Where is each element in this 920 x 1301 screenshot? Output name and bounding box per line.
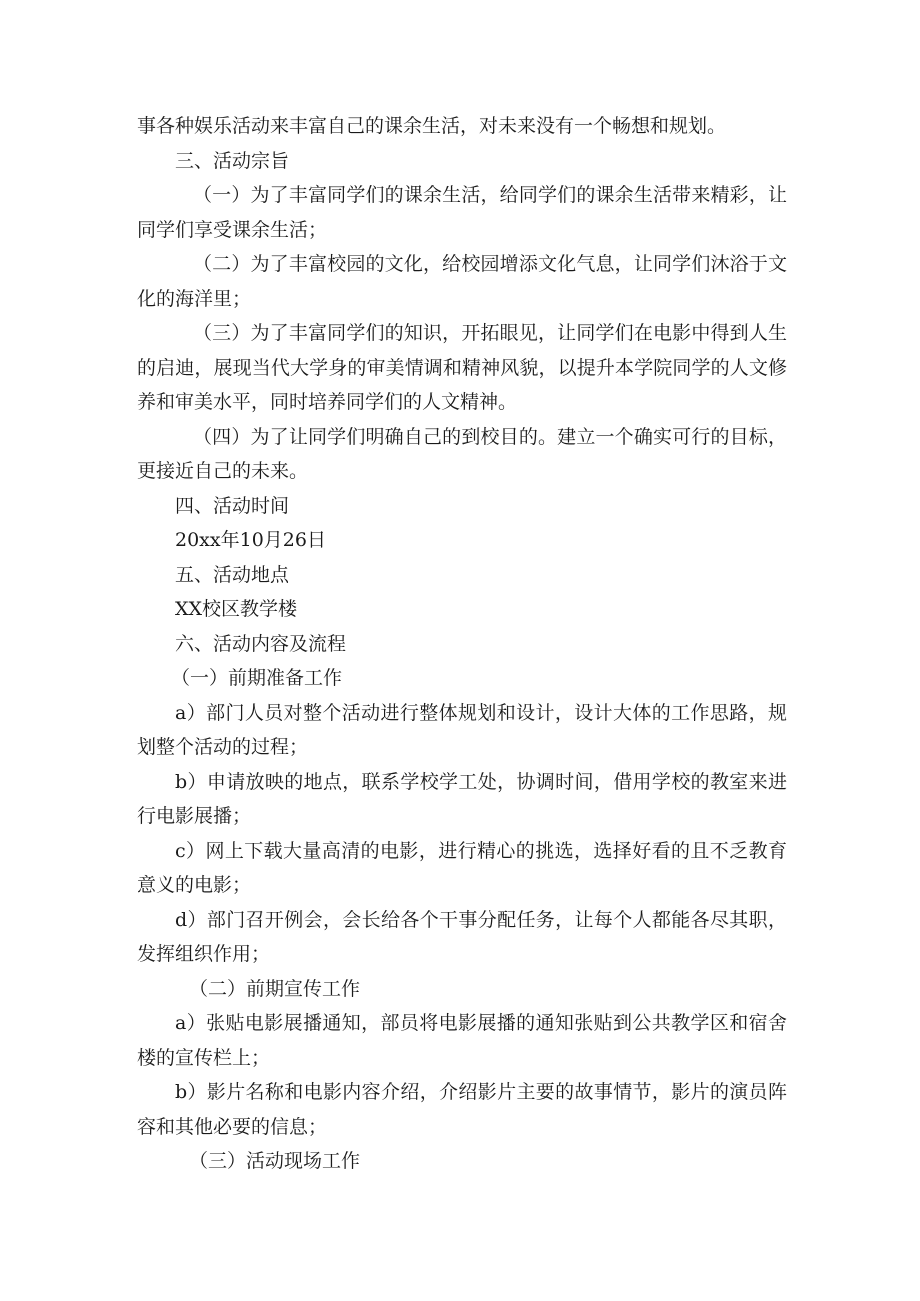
document-body	[137, 109, 787, 1179]
list-item: d）部门召开例会，会长给各个干事分配任务，让每个人都能各尽其职，发挥组织作用；	[137, 908, 787, 965]
activity-date: 20xx年10月26日	[175, 529, 326, 551]
paragraph: （四）为了让同学们明确自己的到校目的。建立一个确实可行的目标，更接近自己的未来。	[137, 425, 787, 482]
section-heading-purpose: 三、活动宗旨	[175, 149, 290, 172]
activity-location: XX校区教学楼	[175, 598, 298, 620]
list-item: c）网上下载大量高清的电影，进行精心的挑选，选择好看的且不乏教育意义的电影；	[137, 839, 787, 896]
list-item: a）张贴电影展播通知，部员将电影展播的通知张贴到公共教学区和宿舍楼的宣传栏上；	[137, 1012, 787, 1069]
section-heading-time: 四、活动时间	[175, 494, 290, 517]
subsection-heading-publicity: （二）前期宣传工作	[189, 977, 361, 1000]
paragraph: 事各种娱乐活动来丰富自己的课余生活，对未来没有一个畅想和规划。	[137, 115, 727, 137]
subsection-heading-onsite: （三）活动现场工作	[189, 1150, 361, 1172]
paragraph: （三）为了丰富同学们的知识，开拓眼见，让同学们在电影中得到人生的启迪，展现当代大学身的审美情调和精神风貌，以提升本学院同学的人文修养和审美水平，同时培养同学们的人文精神。	[137, 322, 787, 413]
section-heading-location: 五、活动地点	[175, 563, 290, 586]
list-item: b）影片名称和电影内容介绍，介绍影片主要的故事情节，影片的演员阵容和其他必要的信息；	[137, 1081, 787, 1138]
subsection-heading-preparation: （一）前期准备工作	[171, 667, 343, 689]
paragraph: （二）为了丰富校园的文化，给校园增添文化气息，让同学们沐浴于文化的海洋里；	[137, 253, 787, 310]
list-item: a）部门人员对整个活动进行整体规划和设计，设计大体的工作思路，规划整个活动的过程；	[137, 701, 787, 758]
list-item: b）申请放映的地点，联系学校学工处，协调时间，借用学校的教室来进行电影展播；	[137, 770, 787, 827]
paragraph: （一）为了丰富同学们的课余生活，给同学们的课余生活带来精彩，让同学们享受课余生活；	[137, 184, 787, 241]
section-heading-content: 六、活动内容及流程	[175, 632, 347, 655]
